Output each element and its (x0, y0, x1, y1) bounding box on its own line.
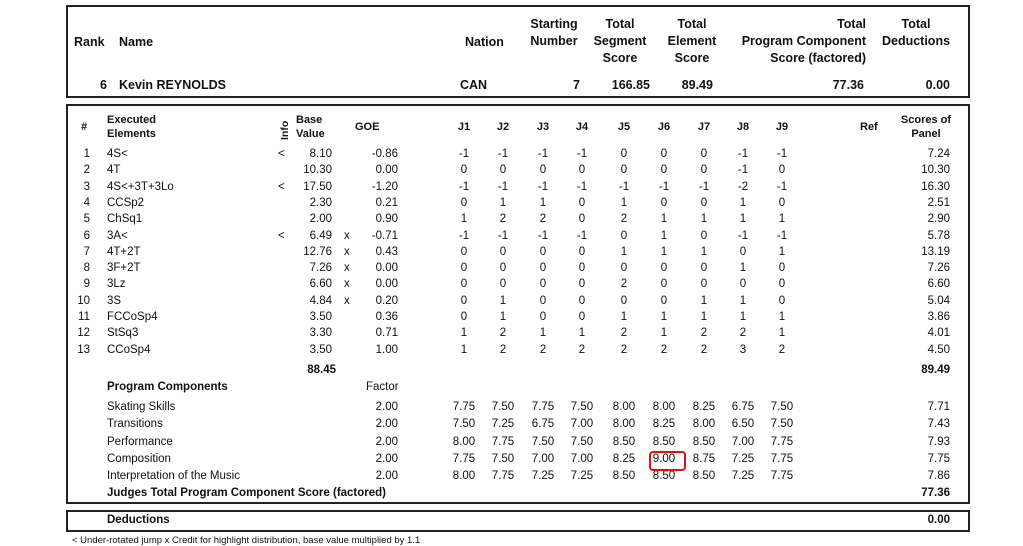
component-score: 7.71 (927, 401, 950, 413)
judge-mark-7: 8.50 (692, 470, 716, 483)
judge-goe-7: 1 (700, 245, 708, 258)
judge-goe-4: 0 (578, 311, 586, 323)
element-base-value: 10.30 (303, 164, 332, 177)
judge-goe-5: 1 (620, 196, 628, 209)
judge-goe-5: 0 (620, 229, 628, 242)
element-base-value: 7.26 (309, 262, 332, 275)
judge-mark-7: 8.75 (692, 452, 716, 465)
judge-mark-8: 7.25 (731, 470, 755, 483)
component-name: Performance (107, 435, 173, 448)
element-info: < (278, 229, 285, 242)
judge-goe-3: -1 (537, 229, 549, 242)
judge-mark-9: 7.50 (770, 418, 794, 431)
component-score: 7.75 (927, 452, 950, 465)
element-panel-score: 16.30 (921, 180, 950, 193)
judge-goe-4: -1 (576, 180, 588, 193)
judge-header-7: J7 (697, 121, 711, 133)
element-number: 6 (83, 229, 90, 242)
component-name: Skating Skills (107, 401, 176, 413)
base-value-total: 88.45 (307, 364, 336, 376)
judge-mark-5: 8.50 (612, 435, 636, 448)
factor-header: Factor (366, 381, 399, 393)
num-col-header: # (81, 121, 88, 133)
judge-mark-9: 7.75 (770, 470, 794, 483)
judge-goe-3: 1 (539, 196, 547, 209)
judge-goe-3: 0 (539, 311, 547, 323)
judge-goe-8: -1 (737, 164, 749, 177)
element-panel-score: 7.26 (927, 262, 950, 275)
judge-goe-6: 0 (660, 294, 668, 307)
tss-header: Total Segment Score (593, 17, 647, 65)
element-name: 3Lz (107, 278, 126, 291)
judge-goe-8: -2 (737, 180, 749, 193)
element-base-value: 17.50 (303, 180, 332, 193)
judge-goe-9: -1 (776, 180, 788, 193)
judge-goe-7: 0 (700, 148, 708, 160)
judge-goe-5: -1 (618, 180, 630, 193)
element-bonus-mark: x (344, 229, 350, 242)
judge-goe-4: 0 (578, 164, 586, 177)
element-goe: -1.20 (371, 180, 398, 193)
judge-goe-8: 0 (739, 245, 747, 258)
judge-goe-1: -1 (458, 180, 470, 193)
element-number: 12 (77, 327, 90, 340)
element-info: < (278, 180, 285, 193)
judge-goe-4: 0 (578, 294, 586, 307)
judge-mark-4: 7.00 (570, 418, 594, 431)
element-goe: 0.00 (375, 262, 398, 275)
skater-name: Kevin REYNOLDS (119, 78, 226, 92)
judge-mark-3: 7.50 (531, 435, 555, 448)
pcs-total-value: 77.36 (921, 487, 950, 499)
element-goe: 0.00 (375, 278, 398, 291)
judge-goe-8: 1 (739, 213, 747, 226)
judge-goe-4: 0 (578, 278, 586, 291)
tes-header: Total Element Score (667, 17, 717, 65)
judge-goe-2: 1 (499, 294, 507, 307)
judge-header-6: J6 (657, 121, 671, 133)
judge-goe-9: 1 (778, 311, 786, 323)
element-name: 3S (107, 294, 122, 307)
element-panel-score: 5.04 (927, 294, 950, 307)
element-base-value: 6.49 (309, 229, 332, 242)
judge-mark-3: 7.25 (531, 470, 555, 483)
judge-goe-9: -1 (776, 148, 788, 160)
judge-header-5: J5 (617, 121, 631, 133)
judge-goe-3: 2 (539, 343, 547, 356)
judge-goe-6: 0 (660, 278, 668, 291)
judge-goe-7: 1 (700, 294, 708, 307)
component-factor: 2.00 (375, 470, 398, 483)
judge-goe-3: 0 (539, 245, 547, 258)
judge-goe-4: 0 (578, 262, 586, 275)
element-name: 4T+2T (107, 245, 141, 258)
element-goe: 0.71 (375, 327, 398, 340)
skater-nation: CAN (460, 78, 488, 92)
deductions-header: Total Deductions (881, 17, 951, 48)
judge-mark-4: 7.25 (570, 470, 594, 483)
element-goe: 0.21 (375, 196, 398, 209)
judge-goe-3: 0 (539, 294, 547, 307)
judge-goe-6: 1 (660, 327, 668, 340)
judge-mark-9: 7.75 (770, 452, 794, 465)
element-goe: -0.71 (371, 229, 398, 242)
judge-mark-6: 9.00 (652, 452, 676, 465)
judge-mark-6: 8.50 (652, 435, 676, 448)
element-name: CCSp2 (107, 196, 145, 209)
footnote: < Under-rotated jump x Credit for highlight distribution, base value multiplied by 1.1 (72, 535, 421, 546)
judge-goe-7: 0 (700, 278, 708, 291)
judge-goe-9: 0 (778, 196, 786, 209)
judge-goe-1: 0 (460, 311, 468, 323)
element-goe: 1.00 (375, 343, 398, 356)
element-goe: 0.36 (375, 311, 398, 323)
element-base-value: 8.10 (309, 148, 332, 160)
element-name: ChSq1 (107, 213, 143, 226)
base-value-header: Base Value (296, 114, 325, 140)
element-number: 3 (83, 180, 90, 193)
judge-goe-4: 0 (578, 196, 586, 209)
judge-goe-3: 0 (539, 262, 547, 275)
element-info: < (278, 148, 285, 160)
judge-mark-4: 7.50 (570, 435, 594, 448)
pcs-total-label: Judges Total Program Component Score (factored) (107, 487, 387, 499)
judge-goe-9: 0 (778, 294, 786, 307)
judge-mark-2: 7.25 (491, 418, 515, 431)
judge-goe-5: 2 (620, 327, 628, 340)
element-bonus-mark: x (344, 294, 350, 307)
element-goe: 0.43 (375, 245, 398, 258)
judge-goe-4: -1 (576, 229, 588, 242)
judge-header-8: J8 (736, 121, 750, 133)
judge-goe-8: 1 (739, 294, 747, 307)
program-components-title: Program Components (107, 381, 228, 393)
judge-mark-6: 8.25 (652, 418, 676, 431)
judge-mark-8: 6.50 (731, 418, 755, 431)
judge-mark-7: 8.50 (692, 435, 716, 448)
component-name: Interpretation of the Music (107, 470, 240, 483)
judge-goe-8: 0 (739, 278, 747, 291)
element-panel-score: 2.51 (927, 196, 950, 209)
element-name: 3A< (107, 229, 128, 242)
judge-mark-1: 7.75 (452, 401, 476, 413)
element-base-value: 3.50 (309, 311, 332, 323)
element-panel-score: 13.19 (921, 245, 950, 258)
judge-goe-6: 0 (660, 196, 668, 209)
judge-goe-9: 0 (778, 278, 786, 291)
judge-mark-1: 7.75 (452, 452, 476, 465)
component-factor: 2.00 (375, 452, 398, 465)
judge-goe-2: -1 (497, 180, 509, 193)
executed-elements-header: Executed Elements (107, 114, 156, 140)
judge-goe-6: 1 (660, 213, 668, 226)
judge-goe-4: 0 (578, 213, 586, 226)
judge-goe-7: 0 (700, 196, 708, 209)
element-name: 4S< (107, 148, 128, 160)
judge-mark-7: 8.00 (692, 418, 716, 431)
element-panel-score: 5.78 (927, 229, 950, 242)
judge-goe-9: 1 (778, 245, 786, 258)
ref-header: Ref (860, 121, 878, 133)
judge-mark-2: 7.50 (491, 452, 515, 465)
judge-goe-2: 1 (499, 311, 507, 323)
judge-mark-6: 8.00 (652, 401, 676, 413)
judge-goe-3: 0 (539, 278, 547, 291)
elements-panel-total: 89.49 (921, 364, 950, 376)
judge-goe-2: -1 (497, 229, 509, 242)
element-panel-score: 4.01 (927, 327, 950, 340)
element-number: 8 (83, 262, 90, 275)
judge-goe-7: 0 (700, 229, 708, 242)
judge-goe-1: 0 (460, 164, 468, 177)
element-number: 7 (83, 245, 90, 258)
judge-mark-8: 6.75 (731, 401, 755, 413)
judge-goe-5: 2 (620, 343, 628, 356)
element-panel-score: 3.86 (927, 311, 950, 323)
element-bonus-mark: x (344, 262, 350, 275)
element-base-value: 3.30 (309, 327, 332, 340)
element-base-value: 4.84 (309, 294, 332, 307)
judge-goe-1: 1 (460, 343, 468, 356)
judge-mark-3: 7.00 (531, 452, 555, 465)
skater-starting-number: 7 (573, 78, 580, 92)
nation-header: Nation (465, 35, 504, 49)
judge-goe-8: -1 (737, 148, 749, 160)
judge-mark-4: 7.50 (570, 401, 594, 413)
judge-goe-5: 0 (620, 148, 628, 160)
element-panel-score: 7.24 (927, 148, 950, 160)
element-panel-score: 2.90 (927, 213, 950, 226)
element-panel-score: 6.60 (927, 278, 950, 291)
judge-mark-5: 8.00 (612, 418, 636, 431)
deductions-label: Deductions (107, 514, 170, 526)
judge-mark-2: 7.75 (491, 470, 515, 483)
judge-header-1: J1 (457, 121, 471, 133)
judge-goe-3: -1 (537, 180, 549, 193)
judge-mark-4: 7.00 (570, 452, 594, 465)
rank-header: Rank (74, 35, 105, 49)
skater-rank: 6 (100, 78, 107, 92)
judge-header-3: J3 (536, 121, 550, 133)
judge-mark-9: 7.50 (770, 401, 794, 413)
judge-goe-5: 1 (620, 245, 628, 258)
deductions-box (66, 510, 970, 532)
deductions-value: 0.00 (927, 514, 950, 526)
judge-goe-4: 1 (578, 327, 586, 340)
highlight-box (649, 451, 686, 471)
component-score: 7.86 (927, 470, 950, 483)
element-number: 1 (83, 148, 90, 160)
judge-goe-2: 0 (499, 245, 507, 258)
judge-goe-8: 2 (739, 327, 747, 340)
judge-goe-7: 1 (700, 311, 708, 323)
skater-tss: 166.85 (611, 78, 650, 92)
skater-tes: 89.49 (681, 78, 713, 92)
element-base-value: 3.50 (309, 343, 332, 356)
judge-goe-3: -1 (537, 148, 549, 160)
judge-goe-5: 0 (620, 294, 628, 307)
judge-goe-4: -1 (576, 148, 588, 160)
element-name: 4T (107, 164, 121, 177)
judge-goe-1: 0 (460, 294, 468, 307)
judge-goe-2: 2 (499, 213, 507, 226)
element-panel-score: 4.50 (927, 343, 950, 356)
element-base-value: 12.76 (303, 245, 332, 258)
judge-mark-5: 8.50 (612, 470, 636, 483)
panel-score-header: Scores of Panel (900, 114, 952, 140)
judge-goe-9: 0 (778, 164, 786, 177)
component-factor: 2.00 (375, 418, 398, 431)
judge-goe-7: 2 (700, 327, 708, 340)
judge-goe-6: 1 (660, 229, 668, 242)
element-bonus-mark: x (344, 245, 350, 258)
judge-mark-5: 8.00 (612, 401, 636, 413)
element-number: 9 (83, 278, 90, 291)
judge-header-2: J2 (496, 121, 510, 133)
element-name: 3F+2T (107, 262, 141, 275)
component-name: Composition (107, 452, 171, 465)
element-goe: 0.20 (375, 294, 398, 307)
judge-goe-9: 0 (778, 262, 786, 275)
judge-goe-8: 1 (739, 262, 747, 275)
element-goe: 0.00 (375, 164, 398, 177)
judge-goe-4: 2 (578, 343, 586, 356)
element-number: 5 (83, 213, 90, 226)
component-score: 7.43 (927, 418, 950, 431)
element-number: 11 (78, 311, 90, 323)
judge-mark-9: 7.75 (770, 435, 794, 448)
judge-mark-8: 7.25 (731, 452, 755, 465)
judge-header-4: J4 (575, 121, 589, 133)
judge-goe-3: 2 (539, 213, 547, 226)
judge-header-9: J9 (775, 121, 789, 133)
judge-mark-1: 8.00 (452, 470, 476, 483)
judge-goe-8: 1 (739, 196, 747, 209)
judge-goe-6: 2 (660, 343, 668, 356)
judge-goe-3: 1 (539, 327, 547, 340)
judge-mark-6: 8.50 (652, 470, 676, 483)
judge-goe-5: 0 (620, 262, 628, 275)
element-number: 13 (77, 343, 90, 356)
judge-goe-1: 0 (460, 262, 468, 275)
element-base-value: 2.00 (309, 213, 332, 226)
judge-goe-1: 1 (460, 213, 468, 226)
judge-goe-6: -1 (658, 180, 670, 193)
judge-goe-4: 0 (578, 245, 586, 258)
component-score: 7.93 (927, 435, 950, 448)
judge-goe-2: 0 (499, 262, 507, 275)
judge-goe-2: -1 (497, 148, 509, 160)
component-factor: 2.00 (375, 435, 398, 448)
judge-goe-9: 1 (778, 213, 786, 226)
judge-goe-1: 0 (460, 196, 468, 209)
element-base-value: 6.60 (309, 278, 332, 291)
component-name: Transitions (107, 418, 163, 431)
starting-number-header: Starting Number (530, 17, 578, 48)
judge-goe-5: 2 (620, 213, 628, 226)
judge-goe-7: 0 (700, 164, 708, 177)
element-base-value: 2.30 (309, 196, 332, 209)
judge-mark-1: 7.50 (452, 418, 476, 431)
judge-mark-8: 7.00 (731, 435, 755, 448)
judge-goe-2: 2 (499, 327, 507, 340)
element-name: StSq3 (107, 327, 139, 340)
judge-goe-6: 0 (660, 164, 668, 177)
judge-goe-1: 1 (460, 327, 468, 340)
element-goe: 0.90 (375, 213, 398, 226)
judge-goe-3: 0 (539, 164, 547, 177)
judge-goe-5: 0 (620, 164, 628, 177)
element-name: 4S<+3T+3Lo (107, 180, 174, 193)
element-name: CCoSp4 (107, 343, 151, 356)
element-number: 10 (77, 294, 90, 307)
judge-goe-9: 1 (778, 327, 786, 340)
judge-goe-8: 1 (739, 311, 747, 323)
judge-goe-7: 2 (700, 343, 708, 356)
name-header: Name (119, 35, 154, 49)
component-factor: 2.00 (375, 401, 398, 413)
judge-goe-7: 1 (700, 213, 708, 226)
judge-goe-1: -1 (458, 148, 470, 160)
element-number: 2 (83, 164, 90, 177)
judge-goe-6: 0 (660, 148, 668, 160)
judge-goe-2: 0 (499, 278, 507, 291)
judge-goe-8: 3 (739, 343, 747, 356)
element-bonus-mark: x (344, 278, 350, 291)
element-number: 4 (83, 196, 90, 209)
element-panel-score: 10.30 (921, 164, 950, 177)
judge-goe-1: -1 (458, 229, 470, 242)
pcs-header: Total Program Component Score (factored) (741, 17, 866, 65)
judge-mark-2: 7.50 (491, 401, 515, 413)
skater-deductions: 0.00 (925, 78, 950, 92)
judge-goe-7: 0 (700, 262, 708, 275)
judge-goe-1: 0 (460, 278, 468, 291)
judge-mark-3: 7.75 (531, 401, 555, 413)
judge-goe-1: 0 (460, 245, 468, 258)
judge-goe-2: 2 (499, 343, 507, 356)
judge-goe-6: 1 (660, 245, 668, 258)
goe-header: GOE (355, 121, 380, 133)
judge-mark-3: 6.75 (531, 418, 555, 431)
judge-goe-9: 2 (778, 343, 786, 356)
judge-goe-5: 2 (620, 278, 628, 291)
judge-goe-6: 0 (660, 262, 668, 275)
skater-pcs: 77.36 (832, 78, 864, 92)
judge-goe-5: 1 (620, 311, 628, 323)
judge-mark-7: 8.25 (692, 401, 716, 413)
judge-goe-7: -1 (698, 180, 710, 193)
judge-mark-2: 7.75 (491, 435, 515, 448)
judge-goe-8: -1 (737, 229, 749, 242)
element-goe: -0.86 (371, 148, 398, 160)
judge-goe-2: 1 (499, 196, 507, 209)
judge-goe-2: 0 (499, 164, 507, 177)
judge-mark-5: 8.25 (612, 452, 636, 465)
judge-goe-6: 1 (660, 311, 668, 323)
judge-goe-9: -1 (776, 229, 788, 242)
info-col-header: Info (279, 120, 291, 140)
judge-mark-1: 8.00 (452, 435, 476, 448)
element-name: FCCoSp4 (107, 311, 158, 323)
